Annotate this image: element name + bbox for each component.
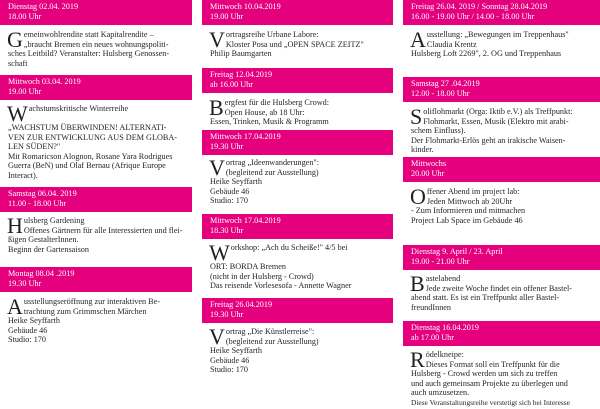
event-line: sches Leitbild? Veranstalter: Hulsberg Genossen- — [8, 49, 170, 58]
event-line: VEN ZUR ENTWICKLUNG AUS DEM GLOBA- — [8, 132, 177, 142]
event-line: Gebäude 46 — [210, 186, 250, 196]
event-line: (begleitend zur Ausstellung) — [225, 336, 319, 346]
event-header — [0, 75, 192, 100]
event-line: ödelkneipe: — [425, 350, 464, 359]
event-body — [403, 274, 600, 312]
drop-cap: V — [209, 327, 225, 346]
event-line: ORT: BORDA Bremen — [210, 262, 286, 271]
event-line: Flohmarkt, Essen, Musik (Elektro mit arabi- — [423, 116, 569, 126]
event-header — [403, 157, 600, 182]
event-time: 20.00 Uhr — [411, 168, 445, 178]
event-line: schaft — [8, 58, 28, 68]
event-line: ortragsreihe Urbane Labore: — [225, 30, 319, 39]
event-header — [403, 0, 600, 25]
event-header — [202, 298, 393, 323]
event-line: freundInnen — [411, 302, 452, 312]
event-date: Mittwochs — [411, 159, 447, 168]
event-header — [0, 267, 192, 292]
event-line: oliflohmarkt (Orga: Iktib e.V.) als Treffpunkt: — [423, 107, 573, 116]
event-line: kinder. — [411, 145, 434, 154]
event-line: ulsberg Gardening — [23, 216, 85, 225]
event-date: Mittwoch 17.04.2019 — [210, 132, 281, 141]
event-time: 19.30 Uhr — [210, 309, 244, 319]
event-line: „WACHSTUM ÜBERWINDEN! ALTERNATI- — [8, 123, 167, 132]
event-line: trachtung zum Grimmschen Märchen — [23, 306, 147, 316]
event-line: Interact). — [8, 170, 38, 180]
event-body — [0, 104, 192, 180]
event-line: Offenes Gärtnern für alle Interessierten und flei- — [23, 225, 183, 235]
event-body — [202, 327, 393, 375]
event-date: Freitag 12.04.2019 — [210, 70, 273, 79]
event-time: 19.00 Uhr — [210, 11, 244, 21]
event-line: achstumskritische Winterreihe — [28, 104, 129, 113]
event-line — [29, 114, 189, 124]
event-line: „braucht Bremen ein neues wohnungspoliti- — [23, 39, 169, 49]
drop-cap: B — [209, 98, 224, 117]
event-line: schem Einfluss). — [411, 126, 466, 135]
event-body — [403, 187, 600, 225]
event-line: Heike Seyffarth — [8, 316, 60, 325]
event-line: usstellungseröffnung zur interaktiven Be- — [23, 297, 160, 306]
event-body — [403, 107, 600, 155]
event-line: Studio: 170 — [8, 335, 46, 344]
drop-cap: S — [410, 107, 423, 126]
event-body — [403, 350, 600, 407]
event-time: 16.00 - 19.00 Uhr / 14.00 - 18.00 Uhr — [411, 11, 535, 21]
event-line: (begleitend zur Ausstellung) — [225, 167, 319, 177]
event-line: ortrag „Die Künstlerreise": — [225, 327, 315, 336]
drop-cap: H — [7, 216, 23, 235]
event-time: 11.00 - 18.00 Uhr — [8, 198, 67, 208]
event-line: Studio: 170 — [210, 365, 248, 374]
drop-cap: B — [410, 274, 425, 293]
event-line: Gebäude 46 — [8, 325, 48, 335]
event-date: Samstag 06.04. 2019 — [8, 189, 77, 198]
event-line: Das reisende Vorlesesofa - Annette Wagner — [210, 281, 352, 290]
event-line: Jeden Mittwoch ab 20Uhr — [426, 196, 513, 206]
event-header — [403, 77, 600, 102]
event-line: Project Lab Space im Gebäude 46 — [411, 215, 523, 225]
event-line: Beginn der Gartensaison — [8, 244, 89, 254]
event-line: - Zum Informieren und mitmachen — [411, 206, 526, 215]
event-header — [403, 245, 600, 270]
event-header — [202, 214, 393, 239]
event-line: Hulsberg - Crowd werden um sich zu treffen — [411, 369, 558, 378]
event-time: 19.00 - 21.00 Uhr — [411, 256, 470, 266]
event-line: ßigen GestalterInnen. — [8, 235, 79, 244]
event-body — [202, 98, 393, 127]
event-body — [403, 30, 600, 59]
event-line: Der Flohmarkt-Erlös geht an irakische Waisen- — [411, 135, 566, 145]
event-time: 19.00 Uhr — [8, 86, 42, 96]
event-body — [0, 216, 192, 254]
event-line: Essen, Trinken, Musik & Programm — [210, 117, 329, 126]
event-time: ab 16.00 Uhr — [210, 79, 253, 89]
event-line: LEN SÜDEN?" — [8, 142, 61, 151]
event-time: ab 17.00 Uhr — [411, 332, 454, 342]
event-line: ergfest für die Hulsberg Crowd: — [224, 98, 329, 107]
event-time: 18.00 Uhr — [8, 11, 42, 21]
event-date: Dienstag 16.04.2019 — [411, 323, 479, 332]
event-line: astelabend — [425, 274, 461, 283]
event-line: emeinwohlrendite statt Kapitalrendite – — [23, 30, 154, 39]
event-line: Hulsberg Loft 2269", 2. OG und Treppenhaus — [411, 49, 562, 58]
event-date: Dienstag 02.04. 2019 — [8, 2, 79, 11]
event-date: Freitag 26.04.2019 — [210, 300, 273, 309]
event-body — [202, 30, 393, 59]
event-line: ffener Abend im project lab: — [426, 187, 520, 196]
drop-cap: W — [7, 104, 28, 123]
event-line: usstellung: „Bewegungen im Treppenhaus" — [426, 30, 569, 39]
event-header — [0, 187, 192, 212]
drop-cap: G — [7, 30, 23, 49]
event-body — [0, 297, 192, 345]
event-line — [231, 253, 390, 263]
event-line: Gebäude 46 — [210, 355, 250, 365]
event-header — [202, 130, 393, 155]
event-date: Mittwoch 10.04.2019 — [210, 2, 281, 11]
event-line: und auch gemeinsam Projekte zu überlegen und — [411, 378, 568, 388]
event-time: 19.30 Uhr — [210, 141, 244, 151]
event-line: Heike Seyffarth — [210, 346, 262, 355]
event-date: Samstag 27 .04.2019 — [411, 79, 480, 88]
event-date: Freitag 26.04. 2019 / Sonntag 28.04.2019 — [411, 2, 548, 11]
event-line: Open House, ab 18 Uhr: — [224, 107, 305, 117]
event-line: Kloster Posa und „OPEN SPACE ZEITZ" — [225, 39, 364, 49]
drop-cap: W — [209, 243, 230, 262]
event-header — [202, 0, 393, 25]
drop-cap: O — [410, 187, 426, 206]
drop-cap: A — [410, 30, 426, 49]
event-line: Diese Veranstaltungsreihe verstetigt sich bei Interesse — [411, 397, 570, 407]
event-line: Philip Baumgarten — [210, 49, 272, 58]
event-line: auch umzusetzen. — [411, 388, 470, 397]
event-time: 19.30 Uhr — [8, 278, 42, 288]
event-header — [202, 68, 393, 93]
event-line: orkshop: „Ach du Scheiße!" 4/5 bei — [230, 243, 348, 252]
event-line: Guerra (BeN) und Olaf Bernau (Afrique Europe — [8, 161, 166, 170]
drop-cap: V — [209, 30, 225, 49]
event-line: Studio: 170 — [210, 196, 248, 205]
event-line: ortrag „Ideenwanderungen": — [225, 158, 320, 167]
drop-cap: R — [410, 350, 425, 369]
drop-cap: A — [7, 297, 23, 316]
event-line: Heike Seyffarth — [210, 177, 262, 186]
event-line: abend statt. Es ist ein Treffpunkt aller Bastel- — [411, 293, 560, 302]
event-line: Claudia Krentz — [426, 39, 477, 49]
event-time: 18.30 Uhr — [210, 225, 244, 235]
event-body — [0, 30, 192, 68]
event-header — [403, 321, 600, 346]
drop-cap: V — [209, 158, 225, 177]
event-line: (nicht in der Hulsberg - Crowd) — [210, 271, 314, 281]
event-time: 12.00 - 18.00 Uhr — [411, 88, 470, 98]
event-line: Jede zweite Woche findet ein offener Bastel- — [425, 283, 573, 293]
event-line: Dieses Format soll ein Treffpunkt für die — [425, 359, 560, 369]
event-date: Montag 08.04 .2019 — [8, 269, 75, 278]
event-body — [202, 158, 393, 206]
event-date: Mittwoch 17.04.2019 — [210, 216, 281, 225]
event-header — [0, 0, 192, 25]
event-line: Mit Romaricson Alognon, Rosane Yara Rodrigues — [8, 151, 173, 161]
event-date: Mittwoch 03.04. 2019 — [8, 77, 81, 86]
event-date: Dienstag 9. April / 23. April — [411, 247, 503, 256]
event-body — [202, 243, 393, 291]
